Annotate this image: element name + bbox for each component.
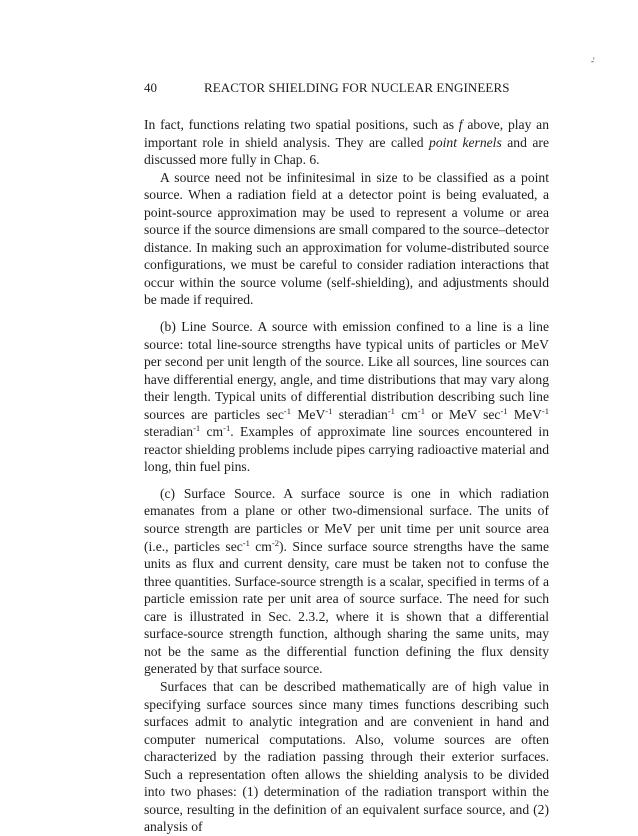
text-run: above, play an important role in shield analysis. They are called bbox=[144, 117, 549, 150]
text-run: and are discussed more fully in Chap. 6. bbox=[144, 134, 549, 168]
line-source-heading: (b) Line Source. bbox=[160, 319, 253, 335]
text-run: cm bbox=[200, 424, 224, 440]
text-run: A surface source is one in which radiation emanates from a plane or other two-dimensional surface. The units of source strength are particles or MeV per unit time per unit source area (i.e., particles sec bbox=[144, 485, 549, 554]
page-header bbox=[144, 80, 510, 96]
text-run: . Examples of approximate line sources encountered in reactor shielding problems include pipes carrying radioactive material and long, thin fuel pins. bbox=[144, 424, 549, 475]
surface-source-heading: (c) Surface Source. bbox=[160, 485, 276, 501]
italic-f: f bbox=[458, 117, 463, 132]
exponent: -1 bbox=[417, 405, 425, 416]
corner-mark: -' bbox=[591, 56, 594, 66]
paragraph-surfaces: Surfaces that can be described mathematically are of high value in specifying surface sources since many times functions describing such surfaces admit to analytic integration and are convenient in hand and computer numerical computations. Also, volume sources are often characterized by the radiation passing through their exterior surfaces. Such a representation often allows the shielding analysis to be divided into two phases: (1) determination of the radiation transport within the source, resulting in the definition of an equivalent surface source, and (2) analysis of bbox=[144, 678, 549, 835]
exponent: -2 bbox=[271, 537, 279, 548]
exponent: -1 bbox=[387, 405, 395, 416]
page-number: 40 bbox=[144, 80, 157, 95]
exponent: -1 bbox=[193, 423, 201, 434]
body-text bbox=[144, 116, 549, 836]
text-run: or MeV sec bbox=[424, 406, 501, 422]
text-run: In fact, functions relating two spatial positions, such as bbox=[144, 117, 459, 132]
paragraph-point-kernels bbox=[144, 116, 549, 169]
text-run: MeV bbox=[290, 406, 326, 422]
exponent: -1 bbox=[223, 423, 231, 434]
exponent: -1 bbox=[541, 405, 549, 416]
exponent: -1 bbox=[283, 405, 291, 416]
exponent: -1 bbox=[500, 405, 508, 416]
running-title: REACTOR SHIELDING FOR NUCLEAR ENGINEERS bbox=[204, 80, 510, 95]
italic-point-kernels: point kernels bbox=[429, 134, 502, 150]
exponent: -1 bbox=[325, 405, 333, 416]
paragraph-line-source bbox=[144, 318, 549, 476]
paragraph-surface-source bbox=[144, 485, 549, 678]
text-run: steradian bbox=[144, 424, 194, 440]
text-run: MeV bbox=[507, 406, 542, 422]
text-run: cm bbox=[249, 538, 272, 554]
text-run: steradian bbox=[332, 406, 388, 422]
exponent: -1 bbox=[242, 537, 250, 548]
paragraph-point-source: A source need not be infinitesimal in size to be classified as a point source. When a radiation field at a detector point is being evaluated, a point-source approximation may be used to represent a volume or area source if the source dimensions are small compared to the source–detector distance. In making such an approximation for volume-distributed source configurations, we must be careful to consider radiation interactions that occur within the source volume (self-shielding), and adjustments should be made if required. bbox=[144, 169, 549, 308]
text-run: ). Since surface source strengths have the same units as flux and current density, care must be taken not to confuse the three quantities. Surface-source strength is a scalar, specified in terms of a particle emission rate per unit area of source surface. The need for such care is illustrated in Sec. 2.3.2, where it is shown that a differential surface-source strength function, although sharing the same units, may not be the same as the differential function defining the flux density generated by that surface source. bbox=[144, 538, 550, 677]
text-run: cm bbox=[394, 406, 418, 422]
text-run: A source with emission confined to a line is a line source: total line-source strengths have typical units of particles or MeV per second per unit length of the source. Like all sources, line sources can have differential energy, angle, and time distributions that may vary along their length. Typical units of differential distribution describing such line sources are particles sec bbox=[144, 319, 549, 422]
